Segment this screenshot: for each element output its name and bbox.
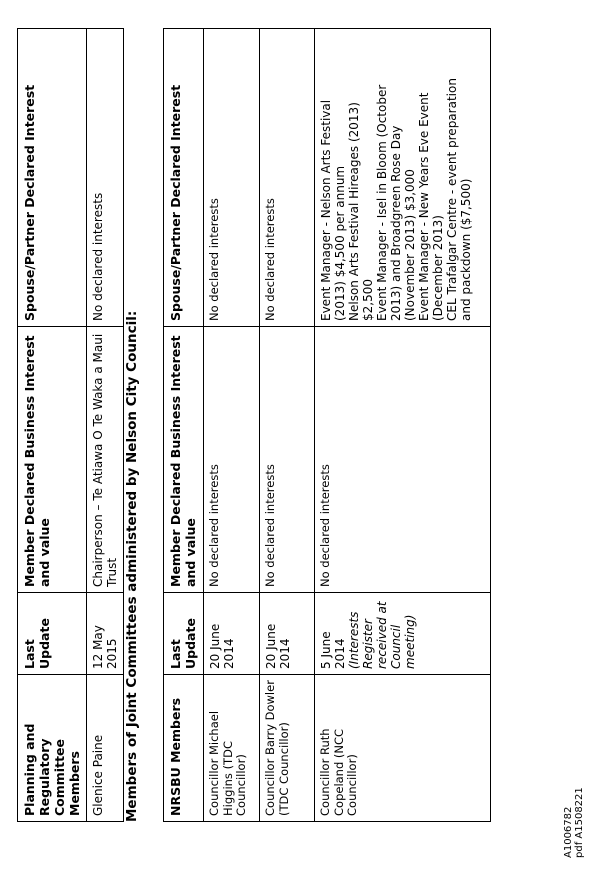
column-header-member-interest: Member Declared Business Interest and value xyxy=(164,327,204,593)
spouse-interest-line: (December 2013) xyxy=(431,215,445,321)
spouse-interest xyxy=(315,29,491,327)
spouse-interest-line: Event Manager - Isel in Bloom (October xyxy=(375,84,389,321)
column-header-last-update: Last Update xyxy=(18,593,87,675)
last-update: 12 May 2015 xyxy=(87,593,124,675)
member-interest: No declared interests xyxy=(204,327,260,593)
section-heading: Members of Joint Committees administered by Nelson City Council: xyxy=(124,310,140,822)
member-interest: No declared interests xyxy=(315,327,491,593)
document-id: A1006782 xyxy=(563,806,574,858)
member-name: Glenice Paine xyxy=(87,675,124,822)
document-footer xyxy=(563,787,585,858)
spouse-interest-line: Nelson Arts Festival Hireages (2013) xyxy=(347,102,361,321)
table-header-row xyxy=(164,29,204,822)
member-name: Councillor Ruth Copeland (NCC Councillor) xyxy=(315,675,491,822)
spouse-interest-line: 2013) and Broadgreen Rose Day xyxy=(389,125,403,321)
spouse-interest: No declared interests xyxy=(204,29,260,327)
column-header-last-update: Last Update xyxy=(164,593,204,675)
last-update-cell xyxy=(315,593,491,675)
spouse-interest: No declared interests xyxy=(260,29,315,327)
spouse-interest-line: and packdown ($7,500) xyxy=(459,178,473,321)
member-interest: No declared interests xyxy=(260,327,315,593)
table-header-row xyxy=(18,29,87,822)
member-name: Councillor Michael Higgins (TDC Councillor) xyxy=(204,675,260,822)
column-header-member-interest: Member Declared Business Interest and value xyxy=(18,327,87,593)
spouse-interest-line: CEL Trafalgar Centre - event preparation xyxy=(445,78,459,321)
column-header-members: NRSBU Members xyxy=(164,675,204,822)
table-row xyxy=(204,29,260,822)
nrsbu-interests-table xyxy=(163,28,491,822)
last-update-note: (Interests Register received at Council meeting) xyxy=(347,601,417,669)
pdf-id: pdf A1508221 xyxy=(574,787,585,858)
last-update: 20 June 2014 xyxy=(260,593,315,675)
column-header-spouse-interest: Spouse/Partner Declared Interest xyxy=(164,29,204,327)
spouse-interest-line: Event Manager - Nelson Arts Festival xyxy=(319,99,333,321)
spouse-interest-line: Event Manager - New Years Eve Event xyxy=(417,92,431,321)
spouse-interest-line: (November 2013) $3,000 xyxy=(403,169,417,321)
table-row xyxy=(260,29,315,822)
column-header-members: Planning and Regulatory Committee Members xyxy=(18,675,87,822)
spouse-interest-line: (2013) $4,500 per annum xyxy=(333,165,347,321)
last-update: 5 June 2014 xyxy=(319,631,347,669)
member-interest: Chairperson – Te Atiawa O Te Waka a Maui Trust xyxy=(87,327,124,593)
column-header-spouse-interest: Spouse/Partner Declared Interest xyxy=(18,29,87,327)
table-row xyxy=(315,29,491,822)
last-update: 20 June 2014 xyxy=(204,593,260,675)
table-row xyxy=(87,29,124,822)
spouse-interest-line: $2,500 xyxy=(361,279,375,321)
planning-regulatory-interests-table xyxy=(17,28,124,822)
member-name: Councillor Barry Dowler (TDC Councillor) xyxy=(260,675,315,822)
spouse-interest: No declared interests xyxy=(87,29,124,327)
